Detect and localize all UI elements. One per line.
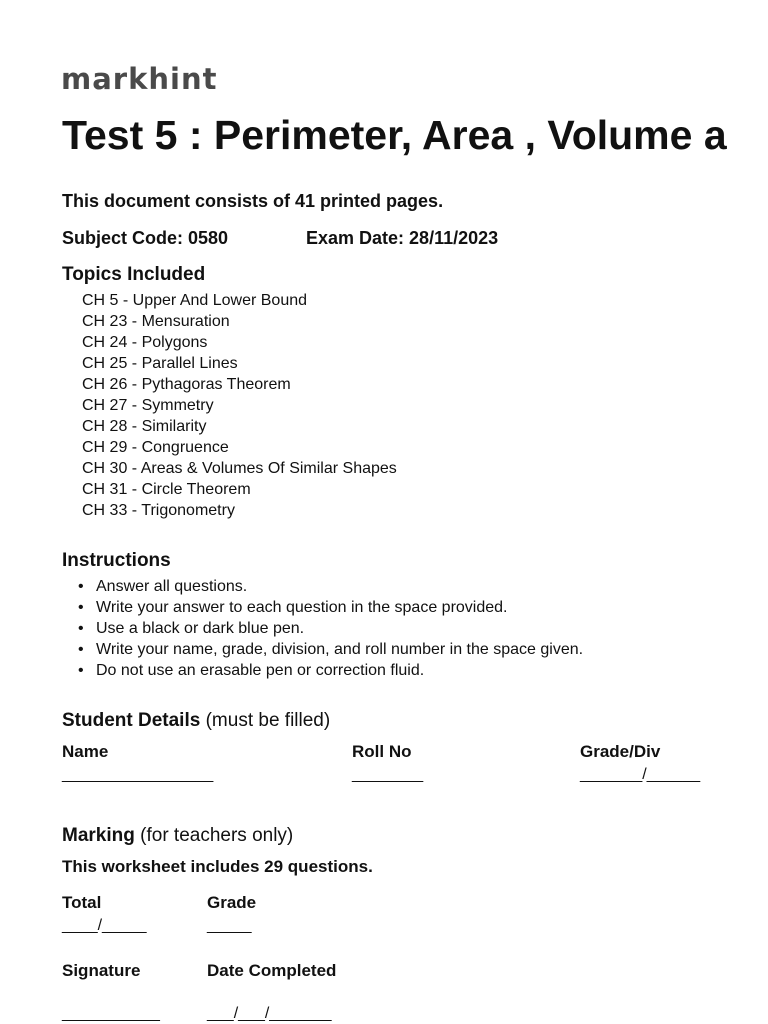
instruction-item: • Do not use an erasable pen or correction fluid. xyxy=(78,660,583,681)
topic-item: CH 30 - Areas & Volumes Of Similar Shapes xyxy=(82,460,397,477)
topic-item: CH 33 - Trigonometry xyxy=(82,502,235,519)
total-label: Total xyxy=(62,893,102,912)
signature-label: Signature xyxy=(62,961,141,980)
signature-blank: ___________ xyxy=(62,1005,160,1022)
page-count-line: This document consists of 41 printed pages. xyxy=(62,191,444,211)
topic-item: CH 27 - Symmetry xyxy=(82,397,214,414)
marking-heading xyxy=(62,825,293,847)
topics-heading: Topics Included xyxy=(62,264,206,285)
instructions-list xyxy=(78,576,583,681)
topic-item: CH 29 - Congruence xyxy=(82,439,229,456)
topic-item: CH 26 - Pythagoras Theorem xyxy=(82,376,291,393)
question-count-line: This worksheet includes 29 questions. xyxy=(62,857,373,876)
topic-item: CH 25 - Parallel Lines xyxy=(82,355,238,372)
subject-code: Subject Code: 0580 xyxy=(62,228,229,248)
roll-no-label: Roll No xyxy=(352,742,412,761)
topic-item: CH 24 - Polygons xyxy=(82,334,208,351)
grade-div-blank: _______/______ xyxy=(580,766,701,783)
instruction-item: • Write your answer to each question in the space provided. xyxy=(78,597,583,618)
student-details-note: (must be filled) xyxy=(205,710,331,731)
topic-item: CH 5 - Upper And Lower Bound xyxy=(82,292,308,309)
grade-div-label: Grade/Div xyxy=(580,742,661,761)
total-blank: ____/_____ xyxy=(62,917,147,934)
brand-logo: markhint xyxy=(61,62,218,96)
date-completed-blank: ___/___/_______ xyxy=(207,1005,332,1022)
grade-blank: _____ xyxy=(207,917,252,934)
instruction-item: • Use a black or dark blue pen. xyxy=(78,618,583,639)
document-title: Test 5 : Perimeter, Area , Volume a xyxy=(62,112,727,158)
subject-row xyxy=(62,228,499,249)
student-details-title: Student Details xyxy=(62,710,201,731)
instructions-heading: Instructions xyxy=(62,550,171,571)
student-details-heading xyxy=(62,710,330,732)
topic-item: CH 28 - Similarity xyxy=(82,418,207,435)
exam-date: Exam Date: 28/11/2023 xyxy=(306,228,499,248)
topic-item: CH 31 - Circle Theorem xyxy=(82,481,251,498)
topics-list xyxy=(82,290,397,521)
grade-label: Grade xyxy=(207,893,257,912)
name-label: Name xyxy=(62,742,109,761)
roll-no-blank: ________ xyxy=(352,766,424,783)
instruction-item: • Answer all questions. xyxy=(78,576,583,597)
topic-item: CH 23 - Mensuration xyxy=(82,313,230,330)
name-blank: _________________ xyxy=(62,766,214,783)
marking-note: (for teachers only) xyxy=(140,825,294,846)
marking-title: Marking xyxy=(62,825,135,846)
date-completed-label: Date Completed xyxy=(207,961,337,980)
instruction-item: • Write your name, grade, division, and roll number in the space given. xyxy=(78,639,583,660)
